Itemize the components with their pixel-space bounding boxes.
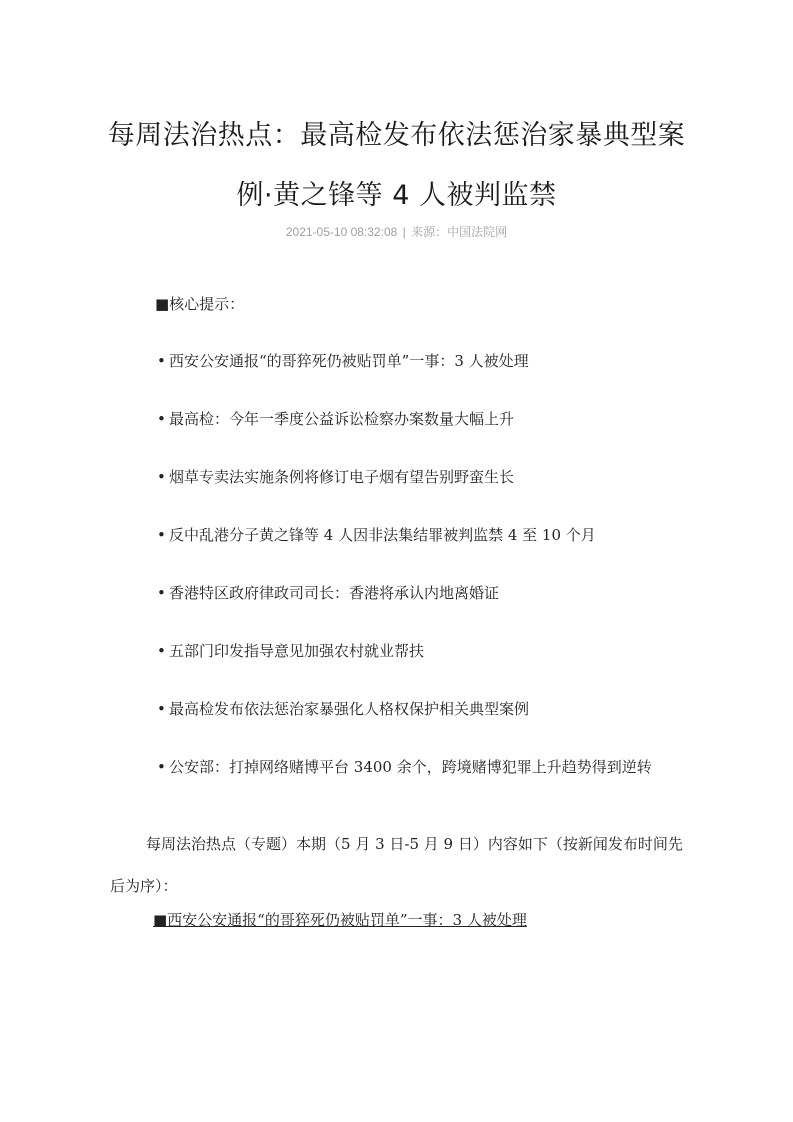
list-item-text: 五部门印发指导意见加强农村就业帮扶 bbox=[169, 642, 425, 660]
bullet-icon: • bbox=[157, 352, 166, 370]
list-item-text: 最高检：今年一季度公益诉讼检察办案数量大幅上升 bbox=[169, 410, 515, 428]
bullet-icon: • bbox=[157, 410, 166, 428]
list-item-text: 烟草专卖法实施条例将修订电子烟有望告别野蛮生长 bbox=[169, 468, 515, 486]
article-title-line-2: 例·黄之锋等 4 人被判监禁 bbox=[236, 180, 557, 211]
publish-date: 2021-05-10 08:32:08 bbox=[285, 225, 398, 239]
core-tips-heading: ■核心提示： bbox=[155, 295, 245, 313]
meta-separator: | bbox=[402, 225, 406, 239]
bullet-icon: • bbox=[157, 642, 166, 660]
list-item-text: 香港特区政府律政司司长：香港将承认内地离婚证 bbox=[169, 584, 500, 602]
article-title-line-1: 每周法治热点：最高检发布依法惩治家暴典型案 bbox=[107, 120, 686, 151]
list-item-text: 西安公安通报“的哥猝死仍被贴罚单”一事：3 人被处理 bbox=[169, 352, 529, 370]
list-item-text: 最高检发布依法惩治家暴强化人格权保护相关典型案例 bbox=[169, 700, 530, 718]
core-tips-list bbox=[157, 350, 652, 814]
list-item-text: 反中乱港分子黄之锋等 4 人因非法集结罪被判监禁 4 至 10 个月 bbox=[169, 526, 596, 544]
article-meta bbox=[0, 223, 793, 240]
intro-paragraph: 每周法治热点（专题）本期（5 月 3 日-5 月 9 日）内容如下（按新闻发布时间先后为序）： bbox=[110, 835, 683, 895]
list-item bbox=[157, 756, 652, 814]
list-item bbox=[157, 350, 652, 408]
bullet-icon: • bbox=[157, 526, 166, 544]
list-item bbox=[157, 640, 652, 698]
article-source: 来源：中国法院网 bbox=[411, 225, 508, 239]
section-heading-link[interactable]: ■西安公安通报“的哥猝死仍被贴罚单”一事：3 人被处理 bbox=[153, 911, 527, 929]
list-item bbox=[157, 582, 652, 640]
list-item bbox=[157, 408, 652, 466]
list-item-text: 公安部：打掉网络赌博平台 3400 余个，跨境赌博犯罪上升趋势得到逆转 bbox=[169, 758, 652, 776]
bullet-icon: • bbox=[157, 758, 166, 776]
list-item bbox=[157, 466, 652, 524]
list-item bbox=[157, 698, 652, 756]
bullet-icon: • bbox=[157, 584, 166, 602]
bullet-icon: • bbox=[157, 468, 166, 486]
bullet-icon: • bbox=[157, 700, 166, 718]
list-item bbox=[157, 524, 652, 582]
